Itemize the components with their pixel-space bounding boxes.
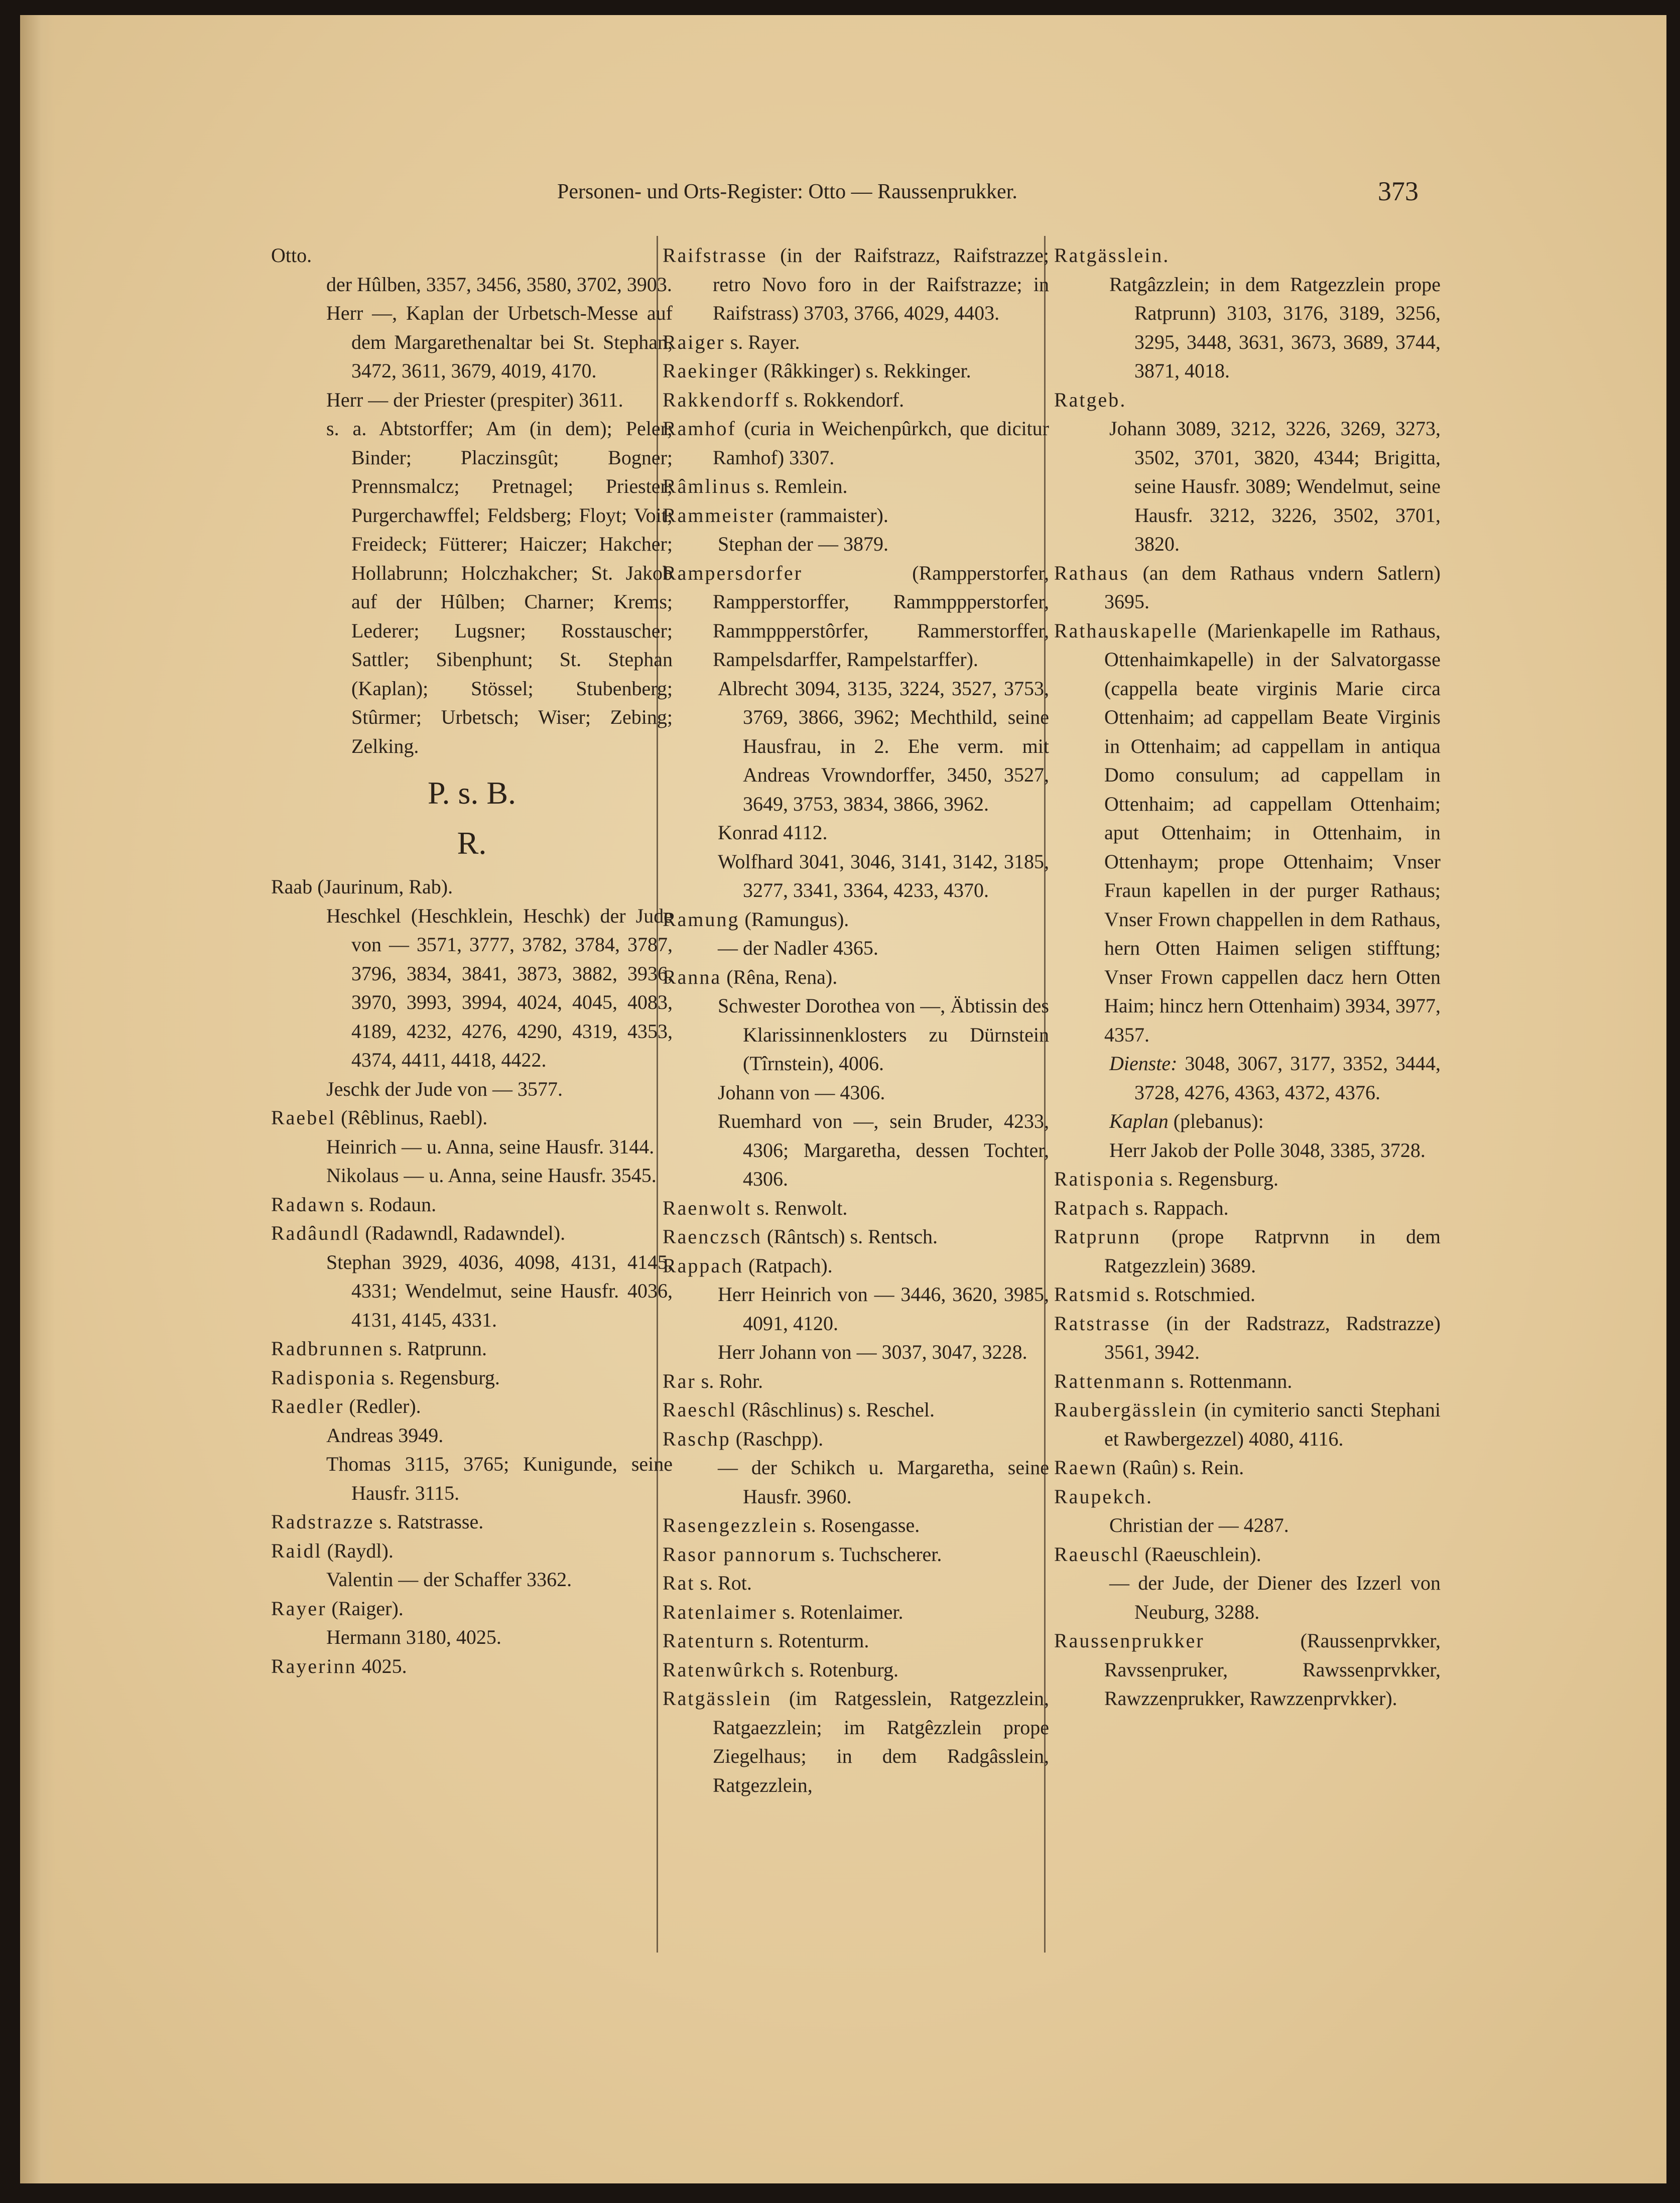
- entry-text: s. Rayer.: [725, 330, 800, 353]
- register-subentry: [663, 818, 1049, 847]
- entry-text: — der Nadler 4365.: [718, 937, 878, 959]
- register-subentry: [271, 385, 673, 415]
- register-subentry: [271, 1623, 673, 1652]
- register-entry: [663, 241, 1049, 328]
- entry-text: Konrad 4112.: [718, 821, 828, 844]
- entry-keyword: Ratprunn: [1054, 1225, 1141, 1248]
- entry-text: 4025.: [356, 1654, 407, 1677]
- entry-keyword: Radstrazze: [271, 1510, 374, 1533]
- entry-keyword: Raidl: [271, 1539, 322, 1562]
- entry-text: (in der Radstrazz, Radstrazze) 3561, 3942.: [1104, 1312, 1441, 1363]
- entry-text: (Redler).: [344, 1395, 421, 1417]
- entry-keyword: Raewn: [1054, 1456, 1118, 1479]
- entry-text: s. Rohr.: [696, 1369, 763, 1392]
- register-subentry: [271, 1075, 673, 1104]
- register-entry: [271, 872, 673, 901]
- register-entry: [1054, 616, 1441, 1050]
- register-entry: [663, 1598, 1049, 1627]
- subentry-label: Kaplan: [1109, 1110, 1169, 1132]
- register-subentry: [1054, 1107, 1441, 1136]
- entry-text: s. Rotenlaimer.: [777, 1600, 903, 1623]
- entry-text: — der Schikch u. Margaretha, seine Hausfr. 3960.: [718, 1456, 1049, 1508]
- entry-keyword: Rathaus: [1054, 561, 1129, 584]
- entry-text: s. Rotschmied.: [1131, 1283, 1256, 1306]
- entry-text: (curia in Weichenpûrkch, que dicitur Ramhof) 3307.: [713, 417, 1049, 469]
- register-subentry: [271, 299, 673, 385]
- entry-keyword: Ratenturn: [663, 1629, 755, 1652]
- register-entry: [271, 1594, 673, 1623]
- entry-text: (Ramungus).: [739, 908, 849, 931]
- entry-text: s. Ratprunn.: [384, 1337, 487, 1360]
- entry-text: Nikolaus — u. Anna, seine Hausfr. 3545.: [326, 1164, 657, 1187]
- entry-text: der Hûlben, 3357, 3456, 3580, 3702, 3903.: [326, 273, 672, 296]
- register-subentry: [663, 847, 1049, 905]
- register-entry: [271, 1536, 673, 1566]
- register-entry: [663, 1395, 1049, 1424]
- register-entry: [1054, 1540, 1441, 1569]
- register-subentry: [663, 991, 1049, 1078]
- entry-text: s. Rottenmann.: [1166, 1369, 1293, 1392]
- entry-text: Raab (Jaurinum, Rab).: [271, 875, 453, 898]
- entry-text: s. Rotenturm.: [755, 1629, 869, 1652]
- entry-text: (Raûn) s. Rein.: [1117, 1456, 1244, 1479]
- entry-text: Stephan 3929, 4036, 4098, 4131, 4145, 4331; Wendelmut, seine Hausfr. 4036, 4131, 4145, 4331.: [326, 1250, 673, 1331]
- register-entry: [663, 1251, 1049, 1280]
- register-subentry: [663, 1338, 1049, 1367]
- entry-keyword: Raiger: [663, 330, 725, 353]
- register-entry: [663, 414, 1049, 472]
- entry-text: s. Rodaun.: [346, 1193, 437, 1216]
- entry-text: Johann 3089, 3212, 3226, 3269, 3273, 3502, 3701, 3820, 4344; Brigitta, seine Hausfr. 3089; Wendelmut, seine Hausfr. 3212, 3226, 3502, 3701, 3820.: [1109, 417, 1441, 555]
- entry-keyword: Raekinger: [663, 359, 759, 382]
- register-subentry: [271, 270, 673, 299]
- register-entry: [663, 1511, 1049, 1540]
- running-head: Personen- und Orts-Register: Otto — Raussenprukker.: [557, 180, 1017, 203]
- register-entry: [663, 905, 1049, 934]
- entry-text: (im Ratgesslein, Ratgezzlein, Ratgaezzlein; im Ratgêzzlein prope Ziegelhaus; in dem Radgâsslein, Ratgezzlein,: [713, 1687, 1049, 1796]
- entry-text: (Raschpp).: [730, 1427, 824, 1450]
- register-entry: [663, 1655, 1049, 1684]
- entry-keyword: Rammeister: [663, 503, 775, 527]
- entry-text: Albrecht 3094, 3135, 3224, 3527, 3753, 3769, 3866, 3962; Mechthild, seine Hausfrau, in 2. Ehe verm. mit Andreas Vrowndorffer, 3450, 3527, 3649, 3753, 3834, 3866, 3962.: [718, 677, 1049, 815]
- section-heading: R.: [457, 825, 487, 861]
- register-entry: [271, 1103, 673, 1132]
- register-entry: [1054, 1626, 1441, 1713]
- entry-keyword: Raubergässlein: [1054, 1398, 1198, 1421]
- register-subentry: [1054, 1569, 1441, 1626]
- section-heading: P. s. B.: [427, 775, 516, 811]
- entry-text: Johann von — 4306.: [718, 1081, 885, 1104]
- entry-keyword: Rathauskapelle: [1054, 619, 1198, 642]
- entry-text: Thomas 3115, 3765; Kunigunde, seine Hausfr. 3115.: [326, 1453, 673, 1504]
- entry-text: s. Rot.: [695, 1572, 752, 1594]
- page-number: 373: [1378, 176, 1418, 206]
- entry-text: (Ratpach).: [743, 1254, 833, 1277]
- register-column-middle: [663, 241, 1049, 1799]
- entry-keyword: Ratenlaimer: [663, 1600, 778, 1623]
- entry-text: 3048, 3067, 3177, 3352, 3444, 3728, 4276, 4363, 4372, 4376.: [1134, 1052, 1441, 1104]
- entry-keyword: Rat: [663, 1572, 695, 1594]
- entry-text: (Rêna, Rena).: [721, 965, 838, 988]
- entry-text: Herr Jakob der Polle 3048, 3385, 3728.: [1109, 1138, 1426, 1161]
- entry-text: (Raussenprvkker, Ravssenpruker, Rawssenprvkker, Rawzzenprukker, Rawzzenprvkker).: [1104, 1629, 1441, 1710]
- book-page: [20, 15, 1666, 2183]
- entry-text: Wolfhard 3041, 3046, 3141, 3142, 3185, 3277, 3341, 3364, 4233, 4370.: [718, 850, 1049, 901]
- entry-text: (Marienkapelle im Rathaus, Ottenhaimkapelle) in der Salvatorgasse (cappella beate virginis Marie circa Ottenhaim; ad cappellam Beate Virginis in Ottenhaim; ad cappellam in antiqua Domo consulum; ad cappellam in Ottenhaim; ad cappellam Ottenhaim; aput Ottenhaim; in Ottenhaim, in Ottenhaym; prope Ottenhaim; Vnser Fraun kapellen in der purger Rathaus; Vnser Frown chappellen in dem Rathaus, hern Otten Haimen seligen stifftung; Vnser Frown cappellen dacz hern Otten Haim; hincz hern Ottenhaim) 3934, 3977, 4357.: [1104, 619, 1441, 1046]
- entry-text: Christian der — 4287.: [1109, 1514, 1289, 1536]
- register-subentry: [271, 1421, 673, 1450]
- entry-text: .: [1146, 1485, 1151, 1508]
- register-entry: [1054, 1194, 1441, 1223]
- register-entry: [1054, 559, 1441, 616]
- entry-text: .: [1120, 388, 1125, 411]
- entry-keyword: Raebel: [271, 1106, 336, 1129]
- entry-keyword: Raenczsch: [663, 1225, 762, 1248]
- register-entry: [1054, 1309, 1441, 1367]
- entry-keyword: Raeuschl: [1054, 1542, 1140, 1566]
- register-entry: [663, 1684, 1049, 1799]
- entry-keyword: Ratgeb: [1054, 388, 1120, 411]
- register-subentry: [1054, 1049, 1441, 1107]
- entry-keyword: Rasengezzlein: [663, 1514, 798, 1536]
- entry-text: s. Ratstrasse.: [374, 1510, 484, 1533]
- register-entry: [663, 356, 1049, 385]
- register-subentry: [271, 1450, 673, 1507]
- register-entry: [271, 1652, 673, 1681]
- page-header: [20, 166, 1666, 206]
- entry-keyword: Ratpach: [1054, 1196, 1131, 1219]
- register-subentry: [271, 1565, 673, 1594]
- entry-text: (Radawndl, Radawndel).: [360, 1222, 566, 1244]
- entry-text: (Raeuschlein).: [1139, 1542, 1261, 1566]
- register-entry: [271, 1507, 673, 1536]
- register-entry: [663, 1424, 1049, 1454]
- entry-text: (in der Raifstrazz, Raifstrazze; retro Novo foro in der Raifstrazze; in Raifstrass) 3703, 3766, 4029, 4403.: [713, 244, 1049, 324]
- entry-keyword: Râmlinus: [663, 475, 752, 497]
- entry-keyword: Radâundl: [271, 1222, 360, 1244]
- register-entry: [1054, 385, 1441, 415]
- entry-text: Valentin — der Schaffer 3362.: [326, 1568, 572, 1591]
- entry-text: (Raydl).: [322, 1539, 394, 1562]
- entry-keyword: Rakkendorff: [663, 388, 781, 411]
- entry-text: s. Rokkendorf.: [780, 388, 904, 411]
- register-subentry: [271, 1161, 673, 1190]
- register-entry: [1054, 1164, 1441, 1194]
- register-subentry: [271, 901, 673, 1075]
- entry-keyword: Rattenmann: [1054, 1369, 1167, 1392]
- register-entry: [1054, 1482, 1441, 1511]
- entry-text: Andreas 3949.: [326, 1423, 444, 1447]
- register-entry: [663, 559, 1049, 674]
- entry-keyword: Ratgässlein: [1054, 244, 1164, 267]
- entry-text: s. Rosengasse.: [798, 1514, 920, 1536]
- entry-text: Heschkel (Heschklein, Heschk) der Jude von — 3571, 3777, 3782, 3784, 3787, 3796, 3834, 3841, 3873, 3882, 3936, 3970, 3993, 3994, 4024, 4045, 4083, 4189, 4232, 4276, 4290, 4319, 4353, 4374, 4411, 4418, 4422.: [326, 904, 673, 1071]
- register-entry: [663, 328, 1049, 357]
- entry-text: Herr — der Priester (prespiter) 3611.: [326, 388, 623, 411]
- entry-keyword: Radawn: [271, 1193, 346, 1216]
- register-entry: [663, 1194, 1049, 1223]
- register-entry: [1054, 1222, 1441, 1280]
- entry-text: (in cymiterio sancti Stephani et Rawbergezzel) 4080, 4116.: [1104, 1398, 1441, 1450]
- entry-text: s. Renwolt.: [751, 1196, 848, 1219]
- register-subentry: [1054, 1136, 1441, 1165]
- register-subentry: [1054, 414, 1441, 559]
- entry-keyword: Ramhof: [663, 417, 736, 440]
- subentry-label: Dienste:: [1109, 1052, 1178, 1075]
- register-entry: [271, 241, 673, 270]
- entry-keyword: Ratgässlein: [663, 1687, 772, 1710]
- register-entry: [1054, 1367, 1441, 1396]
- entry-keyword: Ratisponia: [1054, 1168, 1155, 1190]
- entry-text: Otto.: [271, 244, 312, 267]
- register-entry: [1054, 1453, 1441, 1482]
- entry-keyword: Raschp: [663, 1427, 731, 1450]
- entry-keyword: Raifstrasse: [663, 244, 767, 267]
- entry-keyword: Ratsmid: [1054, 1283, 1132, 1306]
- entry-text: (Râkkinger) s. Rekkinger.: [758, 359, 971, 382]
- entry-keyword: Radisponia: [271, 1366, 376, 1389]
- entry-text: — der Jude, der Diener des Izzerl von Neuburg, 3288.: [1109, 1572, 1441, 1623]
- register-entry: [663, 385, 1049, 415]
- register-subentry: [271, 1132, 673, 1161]
- entry-text: s. Regensburg.: [1155, 1168, 1279, 1190]
- entry-keyword: Rayer: [271, 1597, 327, 1620]
- entry-keyword: Rayerinn: [271, 1654, 357, 1677]
- register-column-right: [1054, 241, 1441, 1713]
- register-entry: [1054, 1280, 1441, 1309]
- entry-keyword: Ramung: [663, 908, 740, 931]
- entry-text: (Râschlinus) s. Reschel.: [736, 1398, 935, 1421]
- entry-text: Hermann 3180, 4025.: [326, 1626, 501, 1648]
- entry-text: Herr Johann von — 3037, 3047, 3228.: [718, 1341, 1027, 1363]
- register-subentry: [271, 1248, 673, 1335]
- entry-text: (an dem Rathaus vndern Satlern) 3695.: [1104, 561, 1441, 613]
- register-entry: [663, 963, 1049, 992]
- entry-keyword: Rar: [663, 1369, 696, 1392]
- entry-text: Herr —, Kaplan der Urbetsch-Messe auf dem Margarethenaltar bei St. Stephan, 3472, 3611, 3679, 4019, 4170.: [326, 302, 673, 382]
- entry-text: s. Tuchscherer.: [817, 1542, 942, 1566]
- register-entry: [271, 1190, 673, 1219]
- entry-keyword: Rampersdorfer: [663, 561, 803, 584]
- register-subentry: [663, 1453, 1049, 1511]
- entry-text: Ratgâzzlein; in dem Ratgezzlein prope Ratprunn) 3103, 3176, 3189, 3256, 3295, 3448, 3631, 3673, 3689, 3744, 3871, 4018.: [1109, 273, 1441, 382]
- entry-text: s. Rappach.: [1130, 1196, 1229, 1219]
- register-entry: [663, 1569, 1049, 1598]
- entry-text: (Rampperstorfer, Rampperstorffer, Rammppperstorfer, Rammppperstôrfer, Rammerstorffer, Rampelsdarffer, Rampelstarffer).: [713, 561, 1049, 671]
- entry-text: s. Remlein.: [751, 475, 848, 497]
- entry-text: (rammaister).: [774, 503, 888, 527]
- register-column-left: [271, 241, 673, 1680]
- register-subentry: [663, 1280, 1049, 1338]
- entry-text: Ruemhard von —, sein Bruder, 4233, 4306; Margaretha, dessen Tochter, 4306.: [718, 1110, 1049, 1190]
- entry-text: Herr Heinrich von — 3446, 3620, 3985, 4091, 4120.: [718, 1283, 1049, 1335]
- entry-keyword: Rasor pannorum: [663, 1542, 817, 1566]
- entry-keyword: Ratenwûrkch: [663, 1658, 787, 1681]
- entry-keyword: Ratstrasse: [1054, 1312, 1151, 1335]
- register-subentry: [1054, 1511, 1441, 1540]
- entry-keyword: Raenwolt: [663, 1196, 752, 1219]
- page-spine-shadow: [20, 15, 55, 2183]
- register-subentry: [663, 530, 1049, 559]
- register-entry: [663, 1540, 1049, 1569]
- entry-text: (plebanus):: [1168, 1110, 1264, 1132]
- register-entry: [663, 1626, 1049, 1655]
- entry-text: Heinrich — u. Anna, seine Hausfr. 3144.: [326, 1135, 655, 1158]
- register-subentry: [271, 414, 673, 760]
- register-entry: [271, 1363, 673, 1392]
- entry-text: (Rântsch) s. Rentsch.: [762, 1225, 938, 1248]
- entry-text: .: [1163, 244, 1169, 267]
- register-subentry: [663, 934, 1049, 963]
- entry-keyword: Raeschl: [663, 1398, 737, 1421]
- register-entry: [663, 1222, 1049, 1251]
- entry-keyword: Raussenprukker: [1054, 1629, 1205, 1652]
- register-subentry: [1054, 270, 1441, 385]
- entry-text: (Raiger).: [326, 1597, 404, 1620]
- entry-text: s. a. Abtstorffer; Am (in dem); Peler; Binder; Placzinsgût; Bogner; Prennsmalcz; Pretnagel; Priester; Purgerchawffel; Feldsberg; Floyt; Voit; Freideck; Fütterer; Haiczer; Hakcher; Hollabrunn; Holczhakcher; St. Jakob auf der Hûlben; Charner; Krems; Lederer; Lugsner; Rosstauscher; Sattler; Sibenphunt; St. Stephan (Kaplan); Stössel; Stubenberg; Stûrmer; Urbetsch; Wiser; Zebing; Zelking.: [326, 417, 673, 757]
- entry-text: s. Rotenburg.: [786, 1658, 898, 1681]
- entry-text: Schwester Dorothea von —, Äbtissin des Klarissinnenklosters zu Dürnstein (Tîrnstein), 4006.: [718, 994, 1049, 1075]
- entry-keyword: Ranna: [663, 965, 722, 988]
- entry-keyword: Raedler: [271, 1395, 344, 1417]
- register-entry: [271, 1219, 673, 1248]
- entry-text: s. Regensburg.: [376, 1366, 500, 1389]
- entry-text: Jeschk der Jude von — 3577.: [326, 1077, 563, 1100]
- register-entry: [271, 1334, 673, 1363]
- entry-text: (prope Ratprvnn in dem Ratgezzlein) 3689.: [1104, 1225, 1441, 1277]
- register-entry: [1054, 241, 1441, 270]
- register-entry: [663, 472, 1049, 501]
- register-entry: [1054, 1395, 1441, 1453]
- register-entry: [271, 1392, 673, 1421]
- register-entry: [663, 501, 1049, 530]
- entry-keyword: Rappach: [663, 1254, 743, 1277]
- register-entry: [663, 1367, 1049, 1396]
- register-subentry: [663, 674, 1049, 819]
- entry-text: Stephan der — 3879.: [718, 533, 888, 555]
- entry-text: (Rêblinus, Raebl).: [336, 1106, 488, 1129]
- entry-keyword: Radbrunnen: [271, 1337, 384, 1360]
- register-subentry: [663, 1078, 1049, 1107]
- register-subentry: [663, 1107, 1049, 1194]
- entry-keyword: Raupekch: [1054, 1485, 1146, 1508]
